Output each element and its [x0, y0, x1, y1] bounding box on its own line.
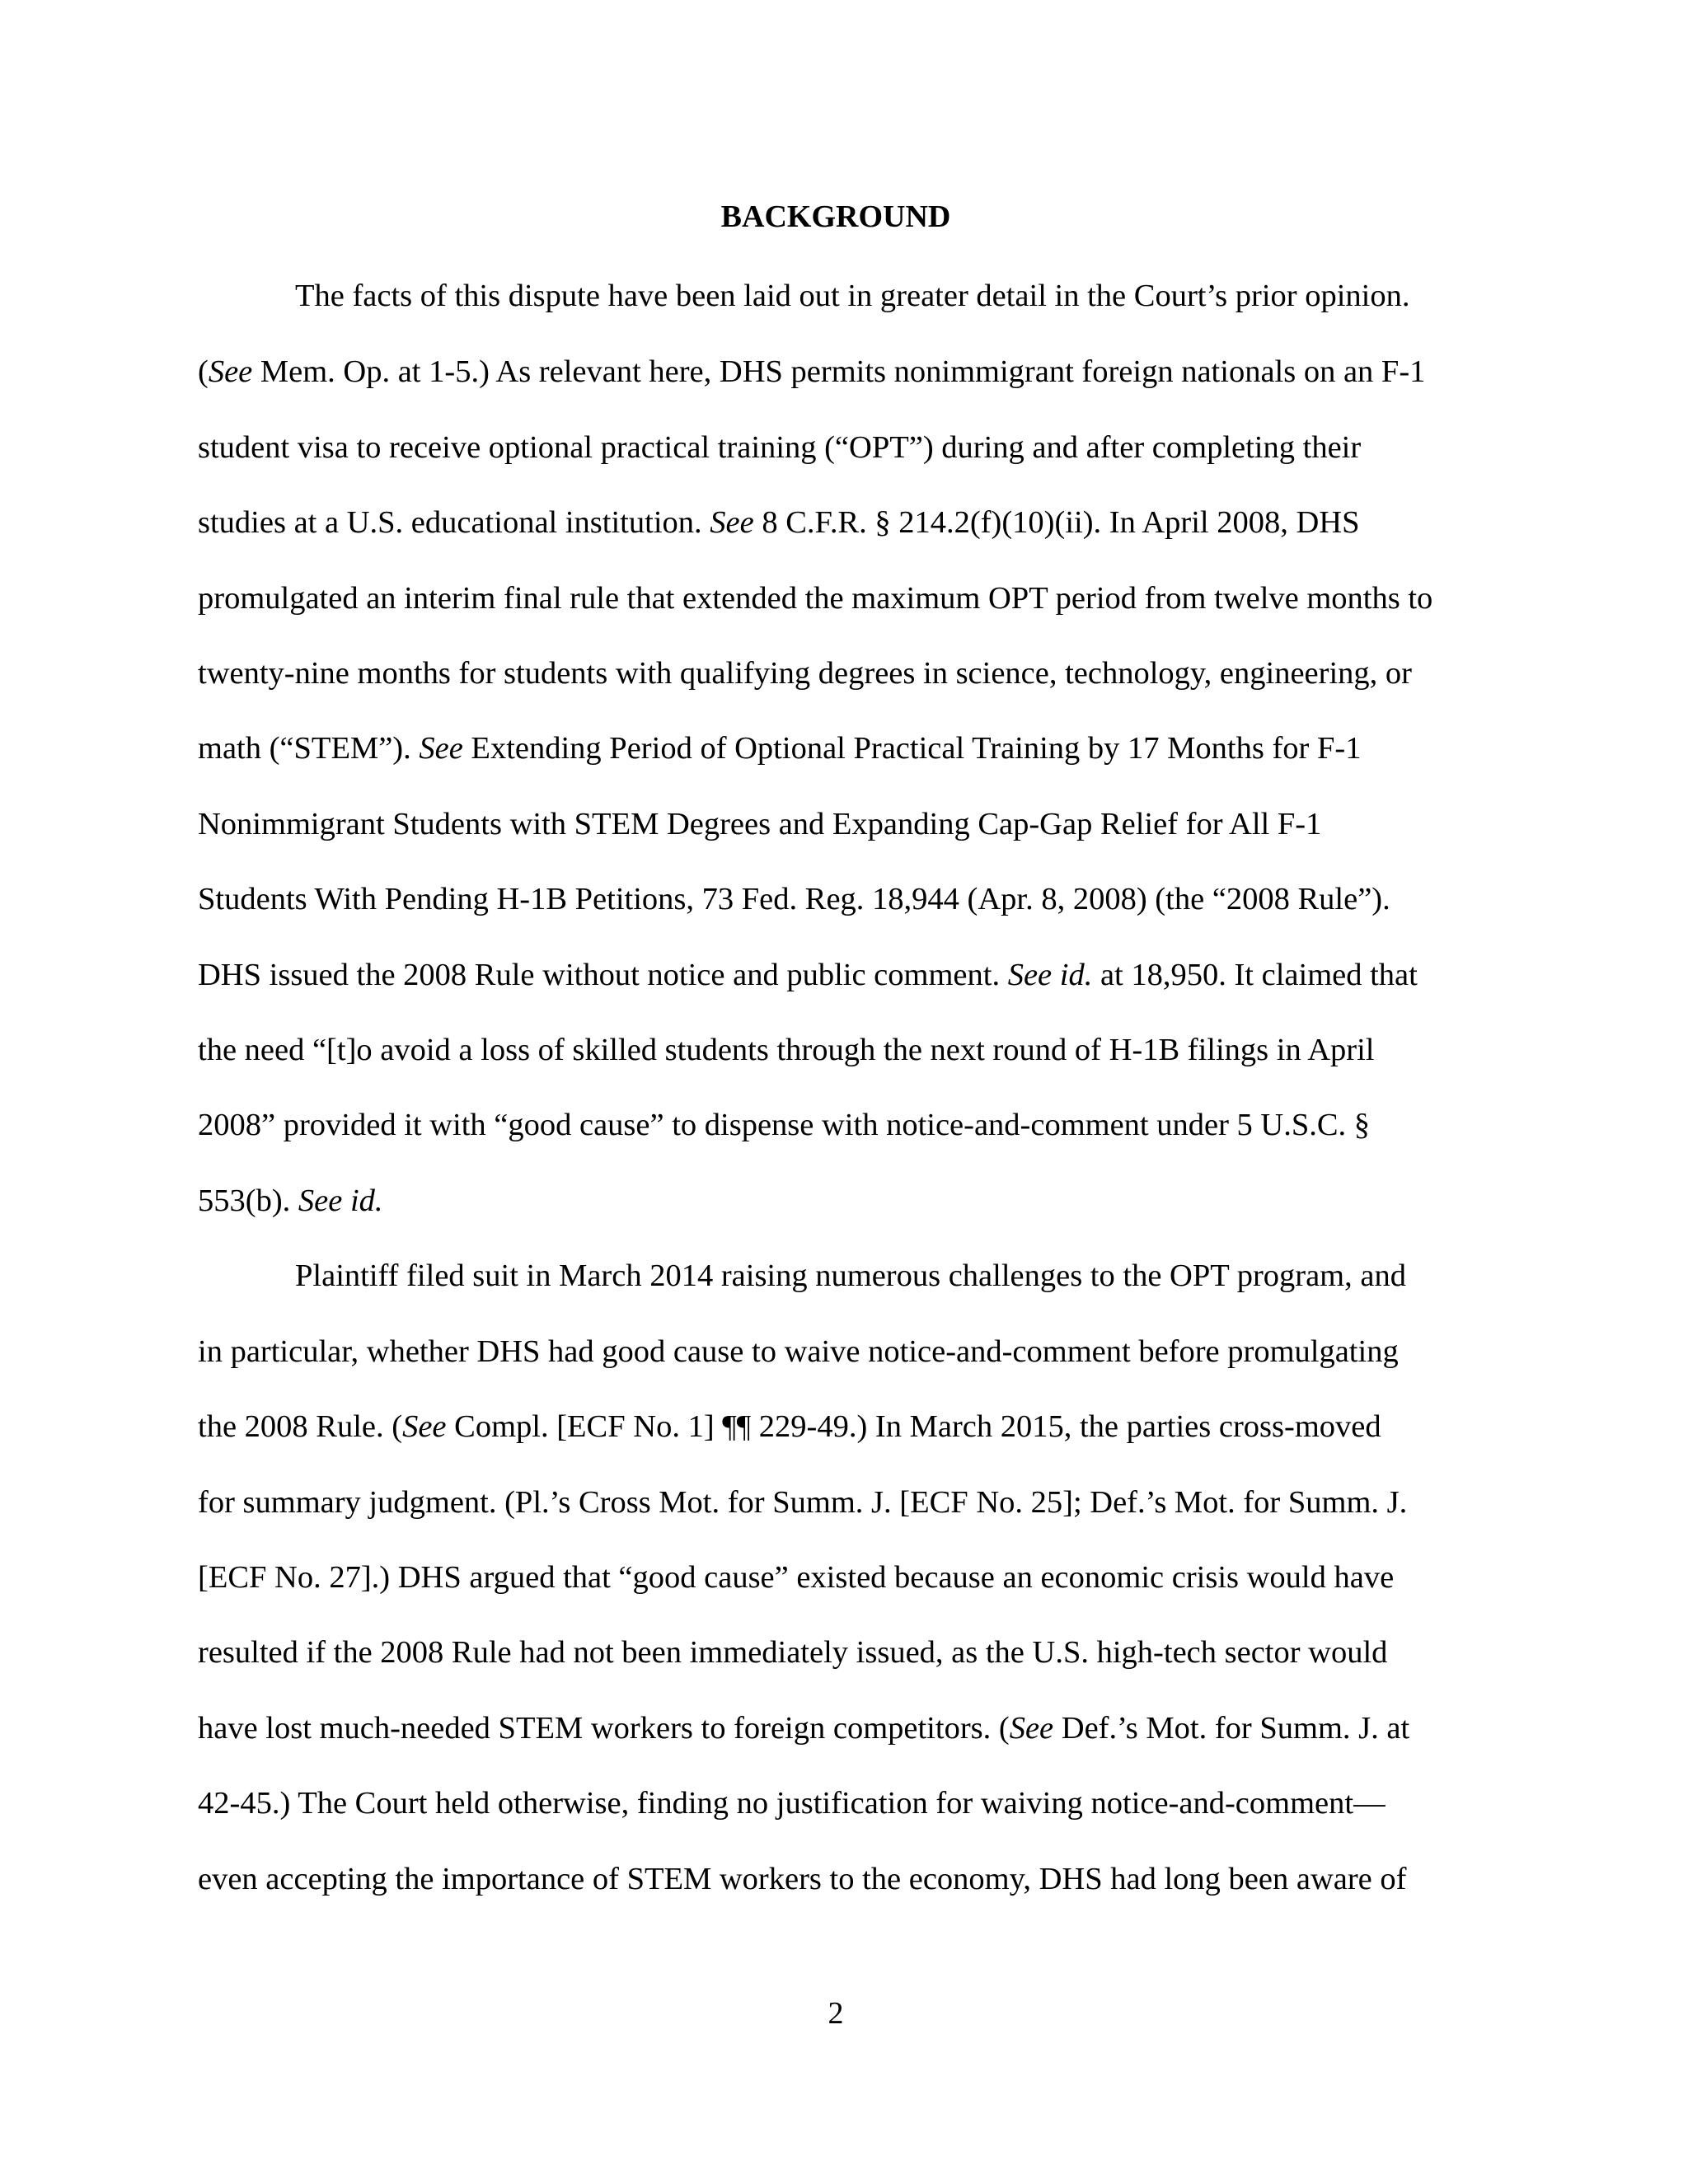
citation-signal: See — [1009, 1711, 1054, 1746]
citation-signal: See id. — [1007, 958, 1093, 992]
paragraph-1-line-13: 553(b). See id. — [198, 1183, 383, 1218]
citation-signal: See id. — [298, 1183, 383, 1218]
page-number: 2 — [828, 1996, 844, 2031]
paragraph-2-line-6: resulted if the 2008 Rule had not been immediately issued, as the U.S. high-tech sector would — [198, 1635, 1388, 1670]
paragraph-2-line-1: Plaintiff filed suit in March 2014 raising numerous challenges to the OPT program, and — [295, 1258, 1406, 1293]
paragraph-2-line-7: have lost much-needed STEM workers to foreign competitors. (See Def.’s Mot. for Summ. J. at — [198, 1711, 1410, 1746]
paragraph-2-line-4: for summary judgment. (Pl.’s Cross Mot. for Summ. J. [ECF No. 25]; Def.’s Mot. for Summ. J. — [198, 1485, 1408, 1520]
paragraph-1-line-10: DHS issued the 2008 Rule without notice and public comment. See id. at 18,950. It claimed that — [198, 958, 1418, 992]
citation-signal: See — [402, 1409, 447, 1444]
paragraph-1-line-12: 2008” provided it with “good cause” to dispense with notice-and-comment under 5 U.S.C. § — [198, 1108, 1371, 1142]
paragraph-1-line-11: the need “[t]o avoid a loss of skilled students through the next round of H-1B filings in April — [198, 1033, 1375, 1067]
paragraph-1-line-1: The facts of this dispute have been laid out in greater detail in the Court’s prior opinion. — [295, 279, 1410, 313]
paragraph-2-line-8: 42-45.) The Court held otherwise, finding no justification for waiving notice-and-comment— — [198, 1786, 1386, 1821]
paragraph-2-line-3: the 2008 Rule. (See Compl. [ECF No. 1] ¶¶ 229-49.) In March 2015, the parties cross-moved — [198, 1409, 1381, 1444]
paragraph-1-line-3: student visa to receive optional practical training (“OPT”) during and after completing their — [198, 430, 1362, 465]
paragraph-1-line-7: math (“STEM”). See Extending Period of Optional Practical Training by 17 Months for F-1 — [198, 731, 1362, 766]
paragraph-1-line-9: Students With Pending H-1B Petitions, 73 Fed. Reg. 18,944 (Apr. 8, 2008) (the “2008 Rule”). — [198, 882, 1390, 916]
citation-signal: See — [208, 354, 253, 389]
citation-signal: See — [710, 505, 754, 540]
paragraph-2-line-9: even accepting the importance of STEM workers to the economy, DHS had long been aware of — [198, 1862, 1407, 1896]
paragraph-2-line-5: [ECF No. 27].) DHS argued that “good cause” existed because an economic crisis would have — [198, 1560, 1395, 1595]
paragraph-1-line-2: (See Mem. Op. at 1-5.) As relevant here, DHS permits nonimmigrant foreign nationals on an F-1 — [198, 354, 1426, 389]
paragraph-1-line-6: twenty-nine months for students with qualifying degrees in science, technology, engineering, or — [198, 656, 1412, 691]
paragraph-1-line-5: promulgated an interim final rule that extended the maximum OPT period from twelve months to — [198, 581, 1433, 616]
citation-signal: See — [419, 731, 463, 766]
paragraph-1-line-8: Nonimmigrant Students with STEM Degrees and Expanding Cap-Gap Relief for All F-1 — [198, 807, 1322, 841]
paragraph-1-line-4: studies at a U.S. educational institution. See 8 C.F.R. § 214.2(f)(10)(ii). In April 2008, DHS — [198, 505, 1360, 540]
section-heading: BACKGROUND — [720, 199, 951, 234]
paragraph-2-line-2: in particular, whether DHS had good cause to waive notice-and-comment before promulgating — [198, 1334, 1399, 1369]
